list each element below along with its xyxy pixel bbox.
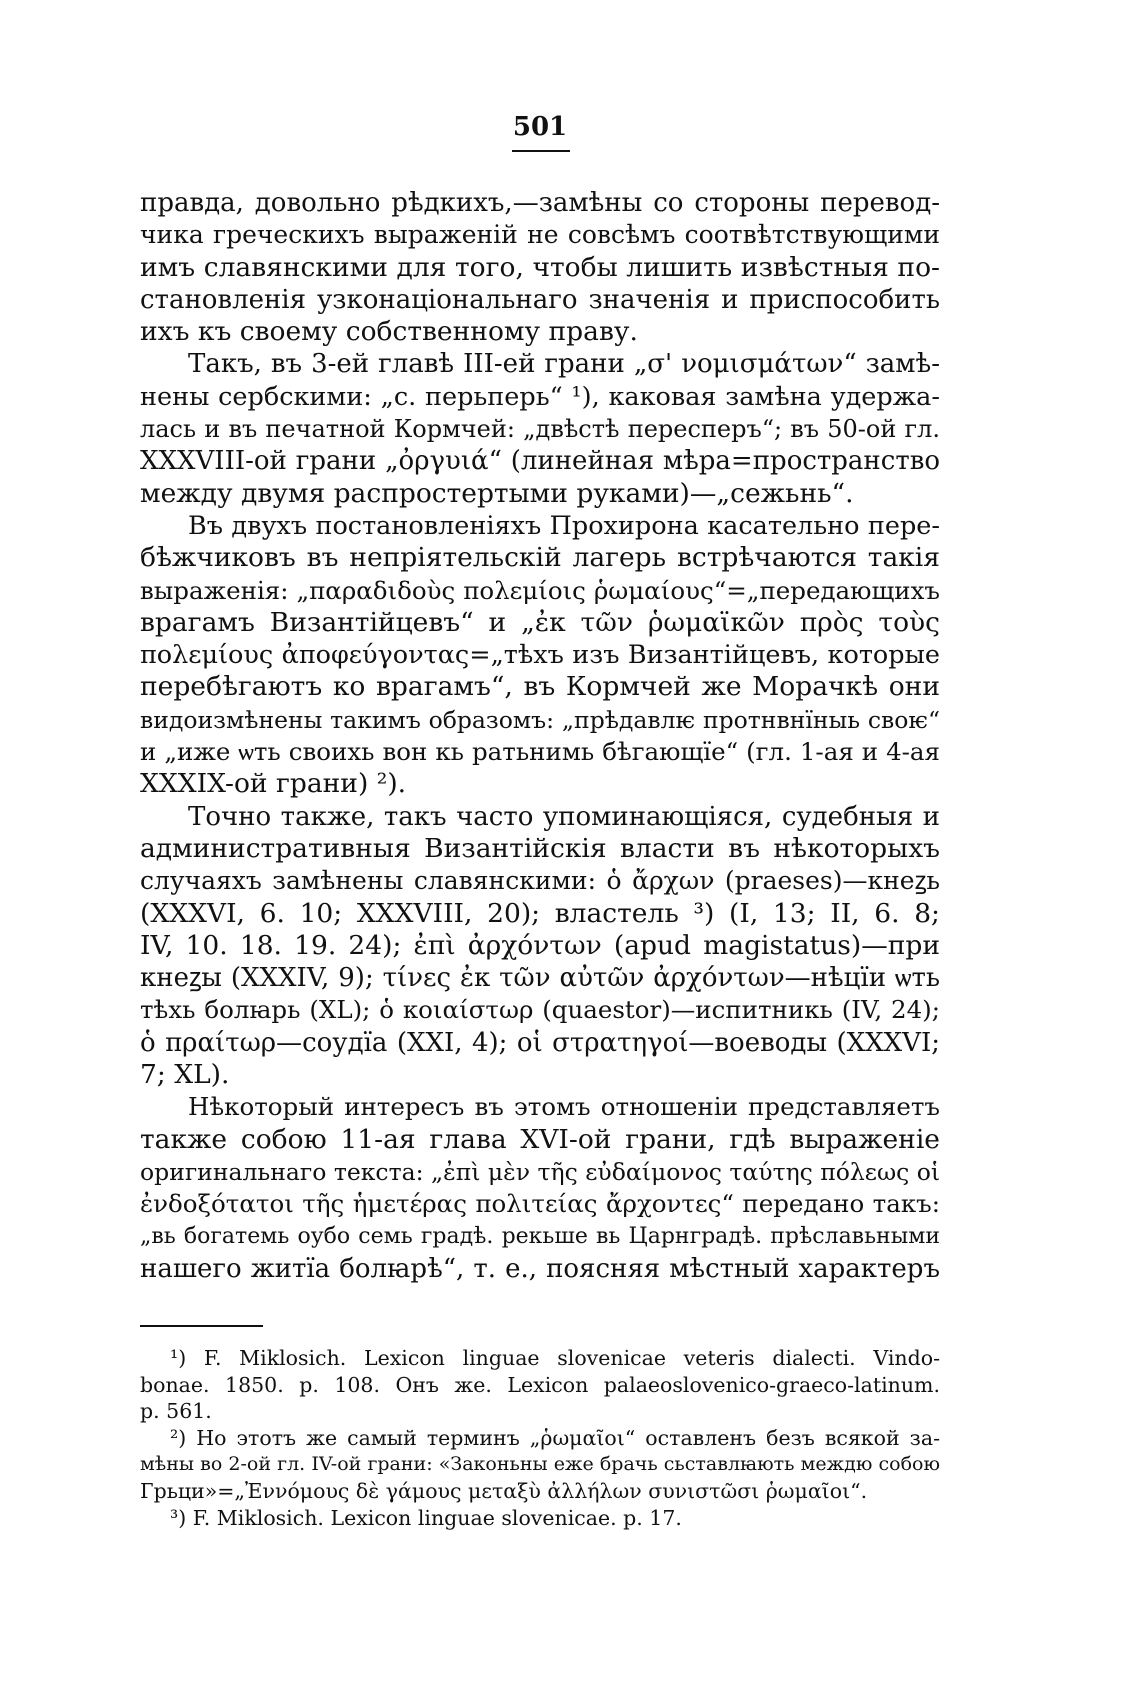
text-line: чика греческихъ выраженій не совсѣмъ соотвѣтствующими [140,220,940,250]
text-line: Такъ, въ 3-ей главѣ III-ей грани „σ' νομισμάτων“ замѣ- [188,349,940,380]
footnote-line: ²) Но этотъ же самый терминъ „ῥωμαῖοι“ оставленъ безъ всякой за- [170,1425,940,1450]
text-line: перебѣгаютъ ко врагамъ“, въ Кормчей же Морачкѣ они [140,671,940,703]
text-line: нены сербскими: „с. перьперь“ ¹), каковая замѣна удержа- [140,381,940,412]
body-text [140,187,940,1285]
text-line: становленія узконаціональнаго значенія и приспособить [140,284,940,315]
text-line: оригинальнаго текста: „ἐπὶ μὲν τῆς εὐδαίμονος ταύτης πόλεως οἱ [140,1157,940,1186]
text-line: ὁ πραίτωρ—соудїа (XXI, 4); οἱ στρατηγοί—воеводы (XXXVI; [140,1027,940,1058]
text-line: 7; XL). [140,1059,230,1091]
text-line: Точно также, такъ часто упоминающіяся, судебныя и [188,801,940,832]
text-line: XXXVIII-ой грани „ὀργυιά“ (линейная мѣра=пространство [140,446,940,477]
text-line: тѣхь болꙗрь (XL); ὁ κοιαίστωρ (quaestor)—испитникь (IV, 24); [140,995,940,1025]
footnote-line: Грьци»=„Ἐννόμους δὲ γάμους μεταξὺ ἀλλήλων συνιστῶσι ῥωμαῖοι“. [140,1478,868,1503]
footnote-rule [140,1325,263,1327]
text-line: нашего житїа болꙗрѣ“, т. е., поясняя мѣстный характеръ [140,1253,940,1284]
text-line: „вь богатемь оубо семь градѣ. рекьше вь Царнградѣ. прѣславьными [140,1223,940,1249]
footnotes [140,1345,940,1531]
text-line: случаяхъ замѣнены славянскими: ὁ ἄρχων (praeses)—кнеꙁь [140,866,940,896]
text-line: врагамъ Византійцевъ“ и „ἐκ τῶν ῥωμαϊκῶν πρὸς τοὺς [140,606,940,638]
text-line: и „иже ѡть своихь вон кь ратьнимь бѣгающїе“ (гл. 1-ая и 4-ая [140,737,940,767]
text-line: IV, 10. 18. 19. 24); ἐπὶ ἀρχόντων (apud magistatus)—при [140,929,940,961]
text-line: бѣжчиковъ въ непріятельскій лагерь встрѣчаются такія [140,542,940,574]
footnote-line: bonae. 1850. p. 108. Онъ же. Lexicon palaeoslovenico-graeco-latinum. [140,1372,940,1397]
footnote-line: мѣны во 2-ой гл. IV-ой грани: «Законьны еже брачь сьставлꙗють междю собою [140,1453,940,1476]
footnote-line: p. 561. [140,1399,212,1424]
text-line: ἐνδοξότατοι τῆς ἡμετέρας πολιτείας ἄρχοντες“ передано такъ: [140,1189,940,1219]
text-line: XXXIX-ой грани) ²). [140,768,407,800]
text-line: также собою 11-ая глава XVI-ой грани, гдѣ выраженіе [140,1123,940,1155]
footnote-line: ¹) F. Miklosich. Lexicon linguae slovenicae veteris dialecti. Vindo- [170,1346,940,1370]
page-number: 501 [512,112,568,142]
text-line: πολεμίους ἀποφεύγοντας=„тѣхъ изъ Византійцевъ, которые [140,640,940,671]
text-line: Нѣкоторый интересъ въ этомъ отношеніи представляетъ [188,1092,940,1122]
page-number-rule [512,150,570,152]
text-line: выраженія: „παραδιδοὺς πολεμίοις ῥωμαίους“=„передающихъ [140,575,940,605]
text-line: административныя Византійскія власти въ нѣкоторыхъ [140,832,940,864]
text-line: правда, довольно рѣдкихъ,—замѣны со стороны перевод- [140,188,940,218]
text-line: кнеꙁы (XXXIV, 9); τίνες ἐκ τῶν αὐτῶν ἀρχόντων—нѣцїи ѡть [140,963,940,994]
text-line: Въ двухъ постановленіяхъ Прохирона касательно пере- [188,510,940,541]
text-line: между двумя распростертыми руками)—„сежьнь“. [140,477,854,509]
text-line: ихъ къ своему собственному праву. [140,316,638,348]
footnote-line: ³) F. Miklosich. Lexicon linguae slovenicae. p. 17. [170,1505,682,1530]
text-line: лась и въ печатной Кормчей: „двѣстѣ пересперъ“; въ 50-ой гл. [140,415,940,444]
text-line: видоизмѣнены такимъ образомъ: „прѣдавлѥ протнвнїныь своѥ“ [140,705,940,734]
text-line: имъ славянскими для того, чтобы лишить извѣстныя по- [140,251,940,283]
text-line: (XXXVI, 6. 10; XXXVIII, 20); властель ³) (I, 13; II, 6. 8; [140,897,940,929]
